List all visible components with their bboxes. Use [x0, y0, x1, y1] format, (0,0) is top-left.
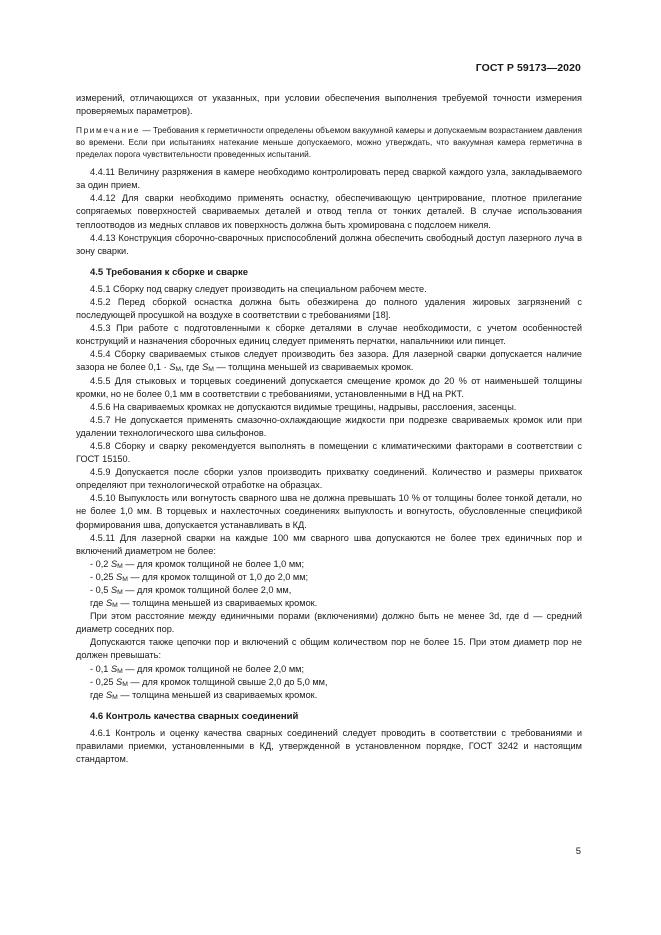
clause-text: — толщина меньшей из свариваемых кромок.	[213, 362, 414, 373]
note-label: Примечание	[76, 125, 141, 136]
document-header: ГОСТ Р 59173—2020	[475, 62, 581, 74]
list-text: где	[90, 689, 106, 700]
list-item	[76, 663, 582, 676]
subscript-m: М	[175, 366, 181, 374]
section-heading-4-6: 4.6 Контроль качества сварных соединений	[90, 710, 299, 722]
symbol-s: S	[110, 558, 118, 569]
subscript-m: М	[117, 667, 123, 675]
list-text: — толщина меньшей из свариваемых кромок.	[117, 598, 318, 609]
clause-4-5-10: 4.5.10 Выпуклость или вогнутость сварного шва не должна превышать 10 % от толщины более тонкой детали, но не более 1,0 мм. В торцевых и нахлесточных соединениях выпуклость и вогнутость, обусловленные спецификой формирования шва, допускается устанавливать в КД.	[76, 493, 582, 530]
list-text: - 0,5	[90, 585, 111, 595]
clause-4-5-1: 4.5.1 Сборку под сварку следует производить на специальном рабочем месте.	[90, 283, 427, 294]
symbol-s: S	[110, 585, 118, 595]
symbol-s: S	[105, 689, 113, 700]
subscript-m: М	[117, 589, 123, 596]
page-number: 5	[575, 846, 581, 857]
symbol-s: S	[105, 598, 113, 609]
clause-4-5-11: 4.5.11 Для лазерной сварки на каждые 100 мм сварного шва допускаются не более трех единичных пор и включений диаметром не более:	[76, 532, 582, 556]
clause-text: 4.5.4 Сборку свариваемых стыков следует производить без зазора. Для лазерной сварки допускается наличие зазора не более 0,1 ·	[76, 349, 582, 373]
subscript-m: М	[112, 602, 118, 610]
list-text: - 0,25	[90, 676, 117, 687]
list-item	[76, 689, 582, 702]
clause-4-5-5: 4.5.5 Для стыковых и торцевых соединений допускается смещение кромок до 20 % от наименьшей толщины кромки, но не более 0,1 мм в соответствии с требованиями, установленными в НД на РКТ.	[76, 375, 582, 399]
clause-4-5-6: 4.5.6 На свариваемых кромках не допускаются видимые трещины, надрывы, расслоения, засенцы.	[90, 401, 517, 412]
symbol-s: S	[116, 676, 123, 687]
clause-4-5-2: 4.5.2 Перед сборкой оснастка должна быть обезжирена до полного удаления жировых загрязнений с последующей просушкой на воздухе в соответствии с требованиями [18].	[76, 296, 582, 321]
subscript-m: М	[122, 680, 128, 688]
paragraph: Допускаются также цепочки пор и включений с общим количеством пор не более 15. При этом диаметр пор не должен превышать:	[76, 637, 582, 661]
subscript-m: М	[122, 575, 128, 583]
document-body	[76, 92, 582, 766]
note	[76, 124, 582, 160]
list-text: — для кромок толщиной не более 1,0 мм;	[122, 558, 305, 569]
list-item	[76, 597, 582, 610]
paragraph: При этом расстояние между единичными порами (включениями) должно быть не менее 3d, где d — средний диаметр соседних пор.	[76, 611, 582, 635]
clause-4-5-7: 4.5.7 Не допускается применять смазочно-охлаждающие жидкости при подрезке свариваемых кромок или при удалении технологического шва сильфонов.	[76, 414, 582, 438]
list-item	[76, 571, 582, 584]
list-text: — для кромок толщиной более 2,0 мм,	[122, 585, 292, 595]
list-text: — толщина меньшей из свариваемых кромок.	[117, 689, 318, 700]
list-text: — для кромок толщиной не более 2,0 мм;	[122, 663, 305, 674]
clause-4-5-8: 4.5.8 Сборку и сварку рекомендуется выполнять в помещении с климатическими факторами в соответствии с ГОСТ 15150.	[76, 440, 582, 465]
clause-4-5-4	[76, 348, 582, 374]
paragraph: измерений, отличающихся от указанных, при условии обеспечения выполнения требуемой точности измерения проверяемых параметров).	[76, 93, 582, 117]
section-heading-4-5: 4.5 Требования к сборке и сварке	[90, 266, 248, 278]
list-text: - 0,2	[90, 558, 111, 569]
list-item	[76, 558, 582, 571]
subscript-m: М	[208, 366, 214, 374]
list-text: где	[90, 598, 106, 609]
list-item	[76, 676, 582, 689]
clause-text: , где	[181, 362, 203, 373]
symbol-s: S	[169, 362, 176, 373]
list-text: - 0,25	[90, 571, 117, 582]
clause-4-4-13: 4.4.13 Конструкция сборочно-сварочных приспособлений должна обеспечить свободный доступ лазерного луча в зону сварки.	[76, 232, 582, 256]
subscript-m: М	[112, 693, 118, 701]
symbol-s: S	[202, 362, 209, 373]
clause-4-5-3: 4.5.3 При работе с подготовленными к сборке деталями в случае необходимости, с учетом особенностей конструкций и назначения сборочных единиц следует применять перчатки, напальчники или пинцет.	[76, 323, 582, 347]
list-text: — для кромок толщиной свыше 2,0 до 5,0 мм,	[127, 676, 328, 687]
clause-4-6-1: 4.6.1 Контроль и оценку качества сварных соединений следует проводить в соответствии с требованиями и правилами приемки, установленными в КД, утвержденной в установленном порядке, ГОСТ 3242 и настоящим стандартом.	[76, 727, 582, 765]
list-item	[76, 584, 582, 597]
clause-4-4-12: 4.4.12 Для сварки необходимо применять оснастку, обеспечивающую центрирование, плотное прилегание сопрягаемых поверхностей свариваемых деталей и отвод тепла от тонких деталей. В случае использования теплоотводов из медных сплавов их поверхность должна быть хромирована с подслоем никеля.	[76, 193, 582, 230]
symbol-s: S	[110, 663, 118, 674]
clause-4-4-11: 4.4.11 Величину разряжения в камере необходимо контролировать перед сваркой каждого узла, закладываемого за один прием.	[76, 167, 582, 191]
list-text: — для кромок толщиной от 1,0 до 2,0 мм;	[127, 571, 309, 582]
symbol-s: S	[116, 571, 123, 582]
note-text: — Требования к герметичности определены объемом вакуумной камеры и допускаемым возрастанием давления во времени. Если при испытаниях натекание меньше допускаемого, можно утверждать, что вакуумная камера герметична в пределах порога чувствительности проведенных испытаний.	[76, 125, 582, 160]
subscript-m: М	[117, 562, 123, 570]
list-text: - 0,1	[90, 663, 111, 674]
clause-4-5-9: 4.5.9 Допускается после сборки узлов производить прихватку соединений. Количество и размеры прихваток определяют при технологической отработке на образцах.	[76, 467, 582, 491]
